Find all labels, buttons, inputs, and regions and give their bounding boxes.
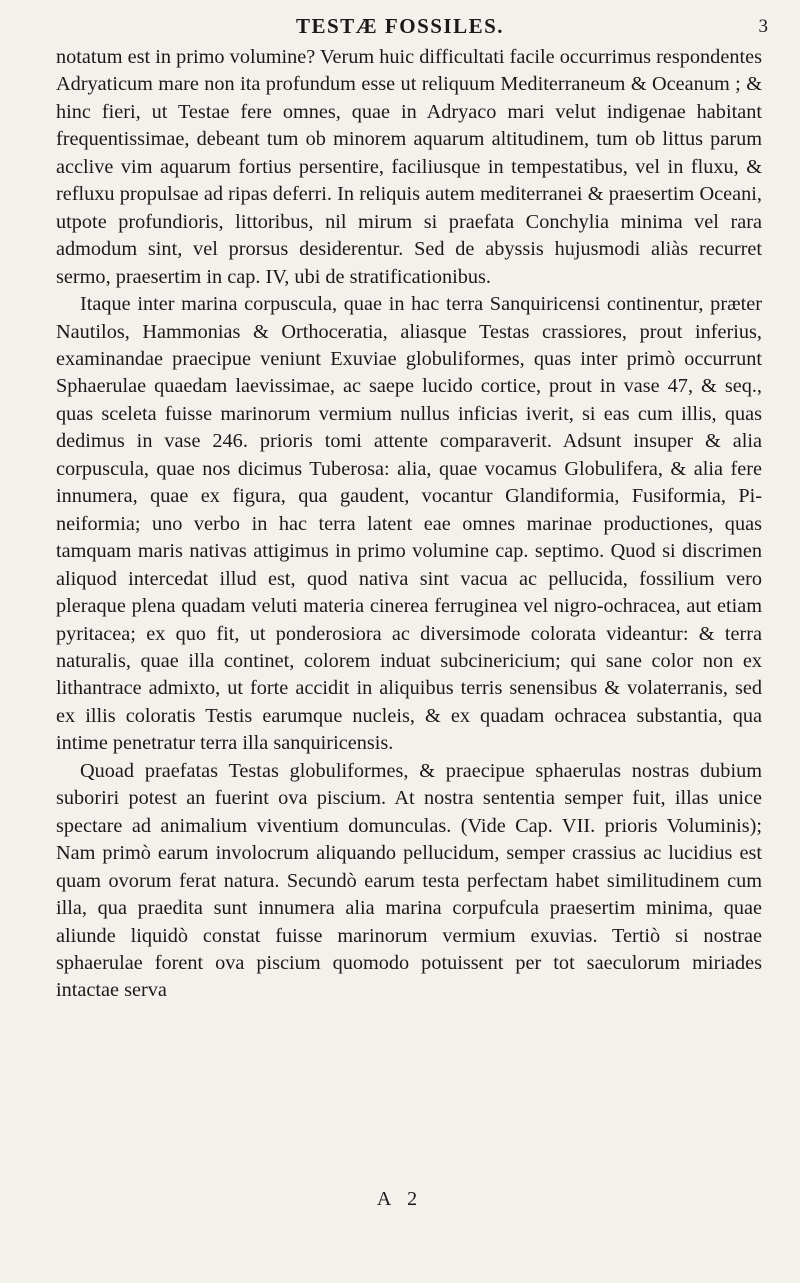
page-header	[0, 14, 800, 40]
page-number: 3	[758, 16, 768, 37]
signature-mark: A 2	[376, 1188, 424, 1210]
paragraph-3: Quoad praefatas Testas globuliformes, & praecipue sphaerulas nostras dubium suboriri potest an fuerint ova piscium. At nostra sententia semper fuit, illas unice spectare ad animalium viventium domunculas. (Vide Cap. VII. prioris Voluminis); Nam primò earum involocrum aliquando pellucidum, semper crassius ac lucidius est quam ovorum ferat natura. Secundò earum testa perfectam habet similitudinem cum illa, qua praedita sunt innumera alia marina corpufcula praesertim minima, quae aliunde liquidò constat fuisse marinorum vermium exuvias. Tertiò si nostrae sphaerulae forent ova piscium quomodo potuissent per tot saeculorum miriades intactae serva	[56, 759, 762, 1002]
paragraph-2: Itaque inter marina corpuscula, quae in hac terra Sanquiricensi continentur, præter Nautilos, Hammonias & Orthoceratia, aliasque Testas crassiores, prout inferius, examinandae praecipue veniunt Exuviae globuliformes, quas inter primò occurrunt Sphaerulae quaedam laevissimae, ac saepe lucido cortice, prout in vase 47, & seq., quas sceleta fuisse marinorum vermium nullus inficias iverit, si eas cum illis, quas dedimus in vase 246. prioris tomi attente comparaverit. Adsunt insuper & alia corpuscula, quae nos dicimus Tuberosa: alia, quae vocamus Globulifera, & alia fere innumera, quae ex figura, qua gaudent, vocantur Glandiformia, Fusiformia, Pineiformia; uno verbo in hac terra latent eae omnes marinae productiones, quas tamquam maris nativas attigimus in primo volumine cap. septimo. Quod si discrimen aliquod intercedat illud est, quod nativa sint vacua ac pellucida, fossilium vero pleraque plena quadam veluti materia cinerea ferruginea vel nigro-ochracea, aut etiam pyritacea; ex quo fit, ut ponderosiora ac diversimode colorata videantur: & terra naturalis, quae illa continet, colorem induat subcinericium; qui sane color non ex lithantrace admixto, ut forte accidit in aliquibus terris senensibus & volaterranis, sed ex illis coloratis Testis earumque nucleis, & ex quadam ochracea substantia, qua intime penetratur terra illa sanquiricensis.	[56, 293, 762, 755]
paragraph-1: notatum est in primo volumine? Verum huic difficultati facile occurrimus respondentes Adryaticum mare non ita profundum esse ut reliquum Mediterraneum & Oceanum ; & hinc fieri, ut Testae fere omnes, quae in Adryaco mari velut indigenae habitant frequentissimae, debeant tum ob minorem aquarum altitudinem, tum ob littus parum acclive vim aquarum fortius persentire, faciliusque in tempestatibus, vel in fluxu, & refluxu propulsae ad ripas deferri. In reliquis autem mediterranei & praesertim Oceani, utpote profundioris, littoribus, nil mirum si praefata Conchylia minima vel rara admodum sint, vel prorsus desiderentur. Sed de abyssis hujusmodi aliàs recurret sermo, praesertim in cap. IV, ubi de stratificationibus.	[56, 46, 762, 288]
running-title: TESTÆ FOSSILES.	[295, 14, 505, 38]
body-text	[56, 44, 762, 1005]
